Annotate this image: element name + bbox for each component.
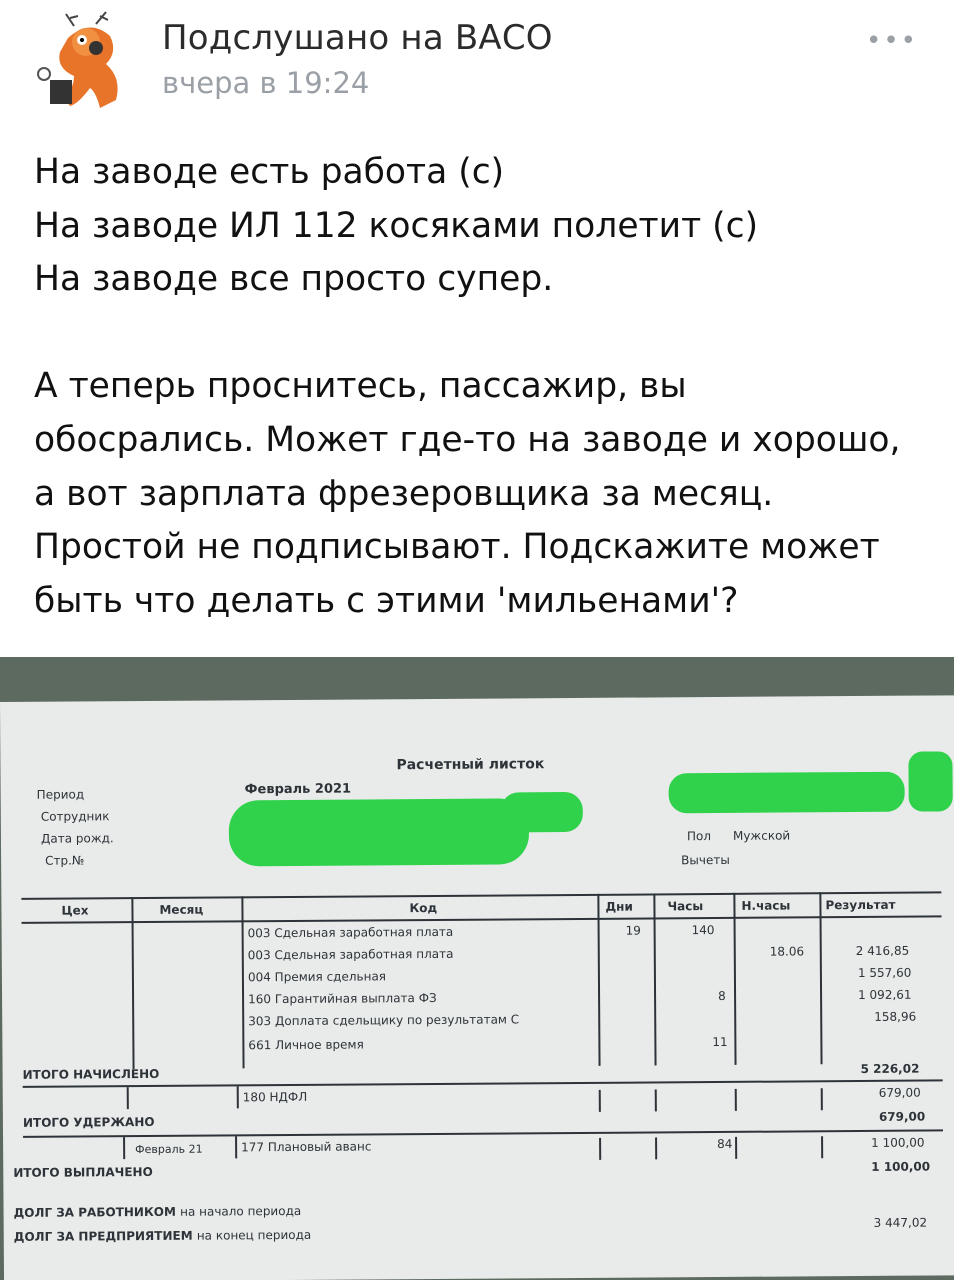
total-paid-value: 1 100,00 <box>871 1159 931 1174</box>
accrual-result: 158,96 <box>874 1009 917 1024</box>
accrual-hours: 140 <box>691 923 715 938</box>
accrual-code: 003 Сдельная заработная плата <box>247 924 454 941</box>
debt-company-label: ДОЛГ ЗА ПРЕДПРИЯТИЕМ на конец периода <box>13 1227 312 1244</box>
accrual-code: 004 Премия сдельная <box>247 969 387 985</box>
post-text <box>34 146 934 628</box>
col-header: Часы <box>667 899 704 914</box>
accrual-hours: 11 <box>712 1034 728 1050</box>
post-line: А теперь проснитесь, пассажир, вы <box>34 366 687 407</box>
more-options-icon[interactable]: ••• <box>865 26 918 56</box>
post-line: а вот зарплата фрезеровщика за месяц. <box>34 473 774 514</box>
ins-label: Стр.№ <box>45 853 85 868</box>
post-line: Простой не подписывают. Подскажите может <box>34 527 880 568</box>
post-line: На заводе все просто супер. <box>34 259 554 300</box>
gender-value: Мужской <box>732 828 791 843</box>
withheld-value: 679,00 <box>878 1085 921 1100</box>
accrual-code: 003 Сдельная заработная плата <box>247 946 454 963</box>
post-timestamp[interactable]: вчера в 19:24 <box>162 66 370 100</box>
total-accrued-value: 5 226,02 <box>860 1061 920 1077</box>
advance-month: Февраль 21 <box>135 1142 203 1157</box>
accrual-hours: 8 <box>718 988 726 1003</box>
payslip-title: Расчетный листок <box>396 756 545 774</box>
birth-label: Дата рожд. <box>40 831 114 846</box>
deductions-label: Вычеты <box>681 852 730 868</box>
withheld-code: 180 НДФЛ <box>242 1089 308 1105</box>
accrual-days: 19 <box>625 923 641 938</box>
post-line: На заводе ИЛ 112 косяками полетит (с) <box>34 205 759 246</box>
col-header: Дни <box>605 899 633 914</box>
accrual-result: 1 092,61 <box>858 987 912 1003</box>
debt-company-value: 3 447,02 <box>873 1215 928 1230</box>
accrual-code: 661 Личное время <box>248 1037 364 1053</box>
col-header: Цех <box>61 903 89 918</box>
total-withheld-value: 679,00 <box>878 1109 926 1124</box>
post-line: быть что делать с этими 'мильенами'? <box>34 580 739 621</box>
post-line: На заводе есть работа (с) <box>34 152 505 192</box>
censor-blob <box>669 772 905 814</box>
post-line: обосрались. Может где-то на заводе и хорошо, <box>34 419 901 460</box>
censor-blob <box>501 792 583 833</box>
group-name[interactable]: Подслушано на ВАСО <box>162 18 553 58</box>
advance-hours: 84 <box>717 1136 733 1152</box>
censor-blob <box>229 798 529 866</box>
col-header: Н.часы <box>741 898 791 913</box>
post-photo[interactable] <box>0 657 954 1280</box>
total-withheld-label: ИТОГО УДЕРЖАНО <box>22 1114 155 1130</box>
gender-label: Пол <box>686 829 712 844</box>
payslip <box>0 695 954 1280</box>
group-avatar[interactable] <box>30 8 140 118</box>
accrual-result: 1 557,60 <box>857 965 912 981</box>
advance-value: 1 100,00 <box>871 1135 925 1150</box>
col-header: Код <box>409 900 438 916</box>
accrual-code: 160 Гарантийная выплата ФЗ <box>248 990 437 1007</box>
period-label: Период <box>36 787 85 802</box>
accrual-code: 303 Доплата сдельщику по результатам С <box>248 1012 520 1029</box>
col-header: Месяц <box>159 902 204 917</box>
total-accrued-label: ИТОГО НАЧИСЛЕНО <box>22 1066 160 1082</box>
employee-label: Сотрудник <box>40 809 110 824</box>
total-paid-label: ИТОГО ВЫПЛАЧЕНО <box>13 1164 153 1180</box>
period-value: Февраль 2021 <box>244 781 352 798</box>
accrual-nhours: 18.06 <box>769 944 805 959</box>
debt-worker-label: ДОЛГ ЗА РАБОТНИКОМ на начало периода <box>13 1203 302 1220</box>
censor-blob <box>908 751 952 811</box>
advance-code: 177 Плановый аванс <box>241 1139 372 1155</box>
col-header: Результат <box>825 897 896 913</box>
accrual-result: 2 416,85 <box>855 943 910 959</box>
